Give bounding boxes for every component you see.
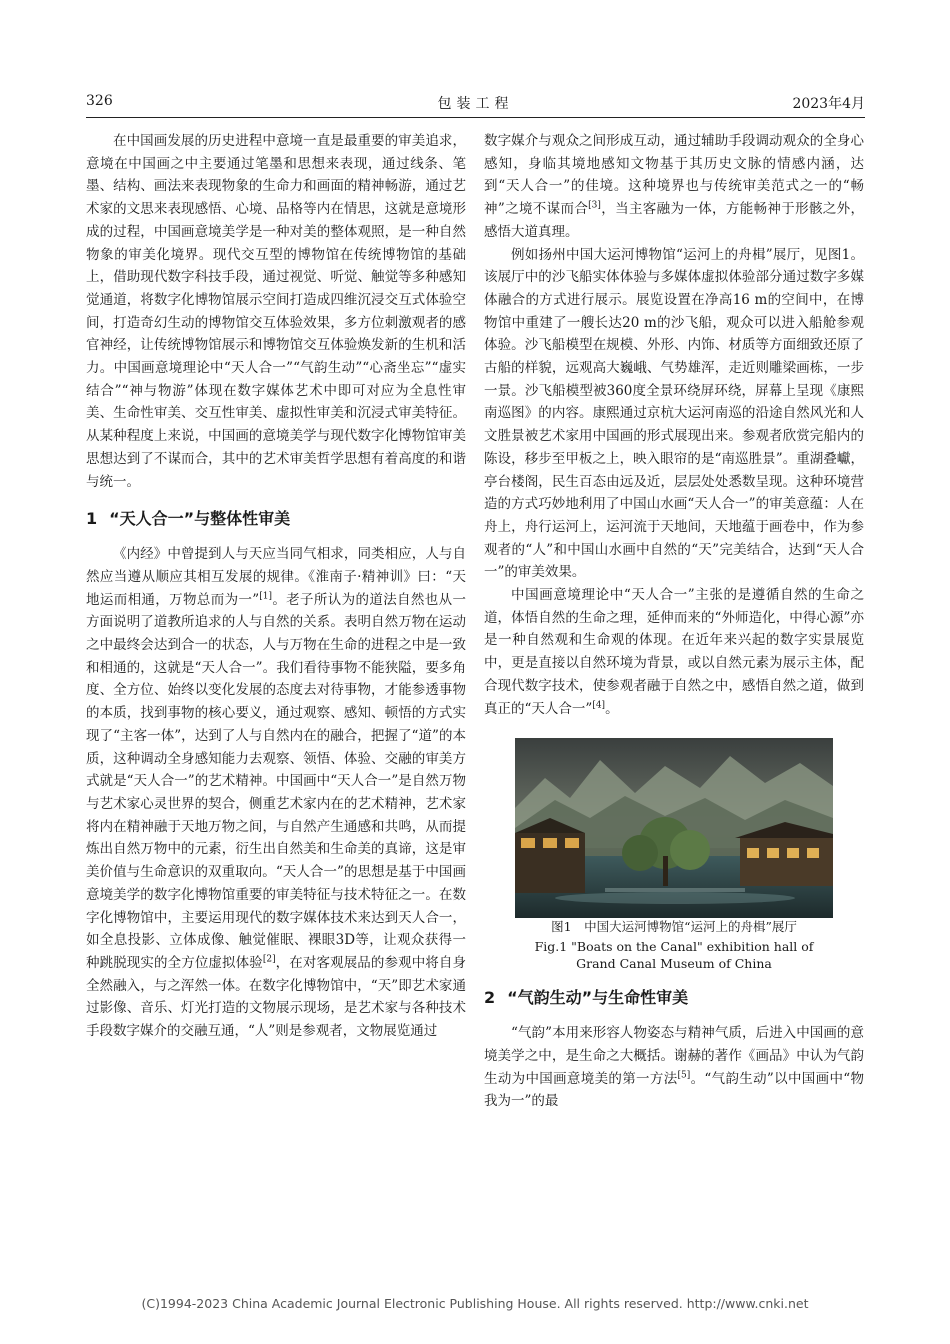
nature-paragraph <box>484 584 864 720</box>
section-2-number: 2 <box>484 988 496 1008</box>
section-1-paragraph <box>86 543 466 1042</box>
caption-english-line-2: Grand Canal Museum of China <box>576 956 772 972</box>
text-run: 中国画意境理论中“天人合一”主张的是遵循自然的生命之道，体悟自然的生命之理，延伸而来的“外师造化，中得心源”亦是一种自然观和生命观的体现。在近年来兴起的数字实景展览中，更是直接以自然环境为背景，或以自然元素为展示主体，配合现代数字技术，使参观者融于自然之中，感悟自然之道，做到真正的“天人合一” <box>484 587 864 717</box>
citation-5[interactable]: [5] <box>677 1070 691 1081</box>
header-rule <box>86 117 865 118</box>
section-1-heading <box>86 507 466 531</box>
text-run: ，当主客融为一体，方能畅神于形骸之外，感悟大道真理。 <box>484 201 864 240</box>
exhibition-hall-photo <box>515 738 833 918</box>
text-run: 数字媒介与观众之间形成互动，通过辅助手段调动观众的全身心感知，身临其境地感知文物基于其历史文脉的情感内涵，达到“天人合一”的佳境。这种境界也与传统审美范式之一的“畅神”之境不谋而合 <box>484 133 864 218</box>
text-run: 。 <box>605 700 619 717</box>
copyright-footer: (C)1994-2023 China Academic Journal Electronic Publishing House. All rights reserved. http://www.cnki.net <box>141 1296 809 1311</box>
running-header <box>86 93 865 115</box>
figure-1-caption <box>484 918 864 972</box>
issue-date: 2023年4月 <box>792 96 865 112</box>
example-paragraph: 例如扬州中国大运河博物馆“运河上的舟楫”展厅，见图1。该展厅中的沙飞船实体体验与多媒体虚拟体验部分通过数字多媒体融合的方式进行展示。展览设置在净高16 m的空间中，在博物馆中重建了一艘长达20 m的沙飞船，观众可以进入船舱参观体验。沙飞船模型在规模、外形、内饰、材质等方面细致还原了古船的样貌，远观高大巍峨、气势雄浑，走近则雕梁画栋，一步一景。沙飞船模型被360度全景环绕屏环绕，屏幕上呈现《康熙南巡图》的内容。康熙通过京杭大运河南巡的沿途自然风光和人文胜景被艺术家用中国画的形式展现出来。参观者欣赏完船内的陈设，移步至甲板之上，映入眼帘的是“南巡胜景”。重湖叠巘，亭台楼阁，民生百态由远及近，层层处处悉数呈现。这种环境营造的方式巧妙地利用了中国山水画“天人合一”的审美意蕴：人在舟上，舟行运河上，运河流于天地间，天地蕴于画卷中，作为参观者的“人”和中国山水画中自然的“天”完美结合，达到“天人合一”的审美效果。 <box>484 246 864 581</box>
journal-title: 包装工程 <box>437 96 514 112</box>
left-column <box>86 130 466 1043</box>
intro-paragraph: 在中国画发展的历史进程中意境一直是最重要的审美追求，意境在中国画之中主要通过笔墨和思想来表现，通过线条、笔墨、结构、画法来表现物象的生命力和画面的精神畅游，通过艺术家的文思来表现感悟、心境、品格等内在情思，这就是意境形成的过程，中国画意境美学是一种对美的整体观照，是一种自然物象的审美化境界。现代交互型的博物馆在传统博物馆的基础上，借助现代数字科技手段，通过视觉、听觉、触觉等多种感知觉通道，将数字化博物馆展示空间打造成四维沉浸交互式体验空间，打造奇幻生动的博物馆交互体验效果，多方位刺激观者的感官神经，让传统博物馆展示和博物馆交互体验焕发新的生机和活力。中国画意境理论中“天人合一”“气韵生动”“心斋坐忘”“虚实结合”“神与物游”体现在数字媒体艺术中即可对应为全息性审美、生命性审美、交互性审美、虚拟性审美和沉浸式审美特征。从某种程度上来说，中国画的意境美学与现代数字化博物馆审美思想达到了不谋而合，其中的艺术审美哲学思想有着高度的和谐与统一。 <box>86 133 466 490</box>
citation-1[interactable]: [1] <box>259 591 272 602</box>
figure-1 <box>484 738 864 972</box>
section-2-paragraph <box>484 1022 864 1113</box>
citation-3[interactable]: [3] <box>588 200 601 211</box>
text-run: 。“气韵生动”以中国画中“物我为一”的最 <box>484 1070 864 1110</box>
section-2-title: “气韵生动”与生命性审美 <box>507 988 689 1008</box>
text-run: 。老子所认为的道法自然也从一方面说明了道教所追求的人与自然的关系。表明自然万物在运动之中最终会达到合一的状态，人与万物在生命的进程之中是一致和相通的，这就是“天人合一”。我们看待事物不能狭隘，要多角度、全方位、始终以变化发展的态度去对待事物，才能参透事物的本质，找到事物的核心要义，通过观察、感知、顿悟的方式实现了“主客一体”，达到了人与自然内在的融合，把握了“道”的本质，这种调动全身感知能力去观察、领悟、体验、交融的审美方式就是“天人合一”的艺术精神。中国画中“天人合一”是自然万物与艺术家心灵世界的契合，侧重艺术家内在的艺术精神，艺术家将内在精神融于天地万物之间，与自然产生通感和共鸣，从而提炼出自然万物中的元素，衍生出自然美和生命美的真谛，这是审美价值与生命意识的双重取向。“天人合一”的思想是基于中国画意境美学的数字化博物馆重要的审美特征与技术特征之一。在数字化博物馆中，主要运用现代的数字媒体技术来达到天人合一，如全息投影、立体成像、触觉催眠、裸眼3D等，让观众获得一种跳脱现实的全方位虚拟体验 <box>86 591 466 971</box>
text-run: 《内经》中曾提到人与天应当同气相求，同类相应，人与自然应当遵从顺应其相互发展的规律。《淮南子·精神训》曰：“天地运而相通，万物总而为一” <box>86 546 466 608</box>
section-2-heading <box>484 986 864 1010</box>
right-column <box>484 130 864 1113</box>
section-1-number: 1 <box>86 509 98 529</box>
caption-chinese: 图1 中国大运河博物馆“运河上的舟楫”展厅 <box>551 919 797 935</box>
section-1-title: “天人合一”与整体性审美 <box>109 509 291 529</box>
text-run: ，在对客观展品的参观中将自身全然融入，与之浑然一体。在数字化博物馆中，“天”即艺术家通过影像、音乐、灯光打造的文物展示现场，是艺术家与各种技术手段数字媒介的交融互通，“人”则是参观者，文物展览通过 <box>86 954 467 1040</box>
continued-paragraph <box>484 130 864 244</box>
text-run: “气韵”本用来形容人物姿态与精神气质，后进入中国画的意境美学之中，是生命之大概括。谢赫的著作《画品》中认为气韵生动为中国画意境美的第一方法 <box>484 1025 864 1087</box>
caption-english-line-1: Fig.1 "Boats on the Canal" exhibition hall of <box>534 939 814 955</box>
citation-2[interactable]: [2] <box>262 954 276 965</box>
citation-4[interactable]: [4] <box>592 700 606 711</box>
page-number: 326 <box>86 93 113 109</box>
